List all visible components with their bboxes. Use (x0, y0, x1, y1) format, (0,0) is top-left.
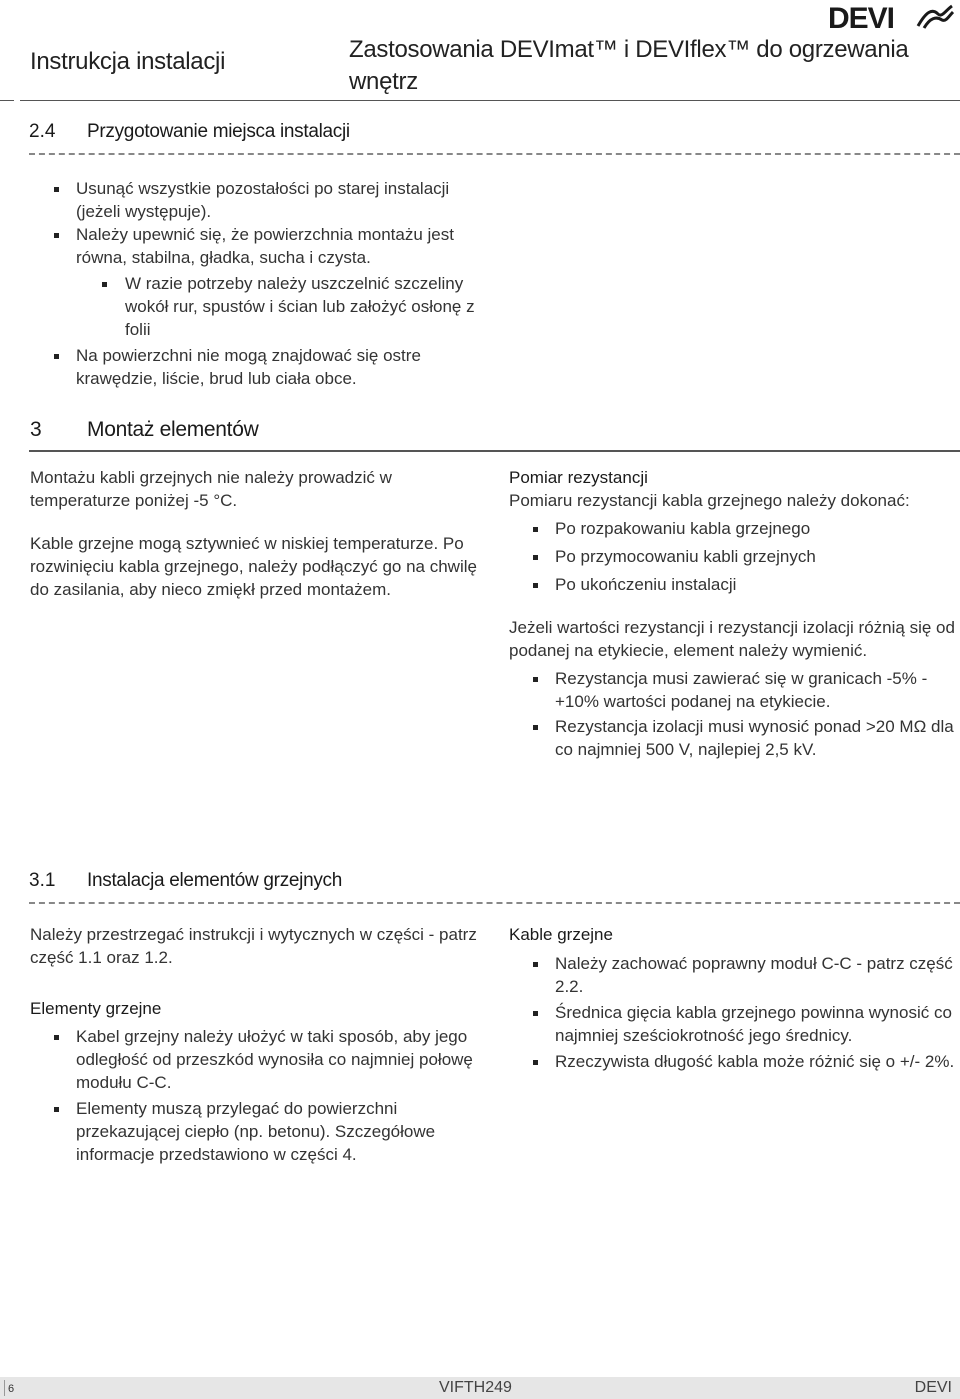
footer-tick (4, 1380, 5, 1396)
list-item: Po rozpakowaniu kabla grzejnego (509, 517, 960, 540)
section-number: 2.4 (29, 121, 56, 142)
bullet-square-icon (54, 187, 59, 192)
bullet-square-icon (533, 677, 538, 682)
subheading: Pomiar rezystancji (509, 468, 648, 487)
bullet-square-icon (54, 1035, 59, 1040)
subheading: Elementy grzejne (30, 999, 162, 1018)
header-divider-tick (0, 100, 14, 101)
list-item: Rezystancja izolacji musi wynosić ponad >20 MΩ dla co najmniej 500 V, najlepiej 2,5 kV. (509, 715, 960, 761)
bullet-square-icon (533, 725, 538, 730)
section-3-1-right-column (509, 923, 960, 1073)
section-title: Instalacja elementów grzejnych (87, 870, 343, 891)
bullet-square-icon (54, 354, 59, 359)
section-3-left-column (30, 466, 485, 601)
header-divider (20, 100, 960, 101)
bullet-square-icon (533, 1011, 538, 1016)
list-item: Należy zachować poprawny moduł C-C - patrz część 2.2. (509, 952, 960, 998)
section-2-4-list (30, 177, 480, 390)
list-item: Usunąć wszystkie pozostałości po starej instalacji (jeżeli występuje). (30, 177, 480, 223)
bullet-square-icon (54, 233, 59, 238)
bullet-square-icon (533, 527, 538, 532)
section-divider-dashed (29, 902, 960, 904)
section-3-right-column (509, 466, 960, 761)
bullet-square-icon (54, 1107, 59, 1112)
logo-swirl-icon (916, 4, 954, 30)
list-item: Należy upewnić się, że powierzchnia montażu jest równa, stabilna, gładka, sucha i czysta. (30, 223, 480, 269)
document-subtitle: Zastosowania DEVImat™ i DEVIflex™ do ogrzewania wnętrz (349, 36, 909, 95)
section-title: Montaż elementów (87, 418, 259, 441)
page-number: 6 (8, 1383, 15, 1395)
paragraph: Kable grzejne mogą sztywnieć w niskiej temperaturze. Po rozwinięciu kabla grzejnego, należy podłączyć go na chwilę do zasilania, aby nieco zmiękł przed montażem. (30, 534, 477, 599)
paragraph: Należy przestrzegać instrukcji i wytycznych w części - patrz część 1.1 oraz 1.2. (30, 925, 477, 967)
section-number: 3 (30, 418, 42, 441)
section-3-1-left-column (30, 923, 485, 1166)
bullet-square-icon (533, 1060, 538, 1065)
footer-brand: DEVI (914, 1379, 952, 1396)
section-title: Przygotowanie miejsca instalacji (87, 121, 350, 142)
document-code: VIFTH249 (439, 1379, 512, 1396)
paragraph: Pomiaru rezystancji kabla grzejnego należy dokonać: (509, 491, 910, 510)
paragraph: Montażu kabli grzejnych nie należy prowadzić w temperaturze poniżej -5 °C. (30, 468, 392, 510)
bullet-square-icon (533, 583, 538, 588)
paragraph: Jeżeli wartości rezystancji i rezystancji izolacji różnią się od podanej na etykiecie, element należy wymienić. (509, 618, 955, 660)
list-item: Na powierzchni nie mogą znajdować się ostre krawędzie, liście, brud lub ciała obce. (30, 344, 480, 390)
subheading: Kable grzejne (509, 925, 613, 944)
document-title: Instrukcja instalacji (30, 48, 226, 75)
list-item: Rzeczywista długość kabla może różnić się o +/- 2%. (509, 1050, 960, 1073)
list-item: Po przymocowaniu kabli grzejnych (509, 545, 960, 568)
section-divider (29, 450, 960, 452)
list-item: Kabel grzejny należy ułożyć w taki sposób, aby jego odległość od przeszkód wynosiła co najmniej połowę modułu C-C. (30, 1025, 485, 1094)
section-divider-dashed (29, 153, 960, 155)
list-item: Średnica gięcia kabla grzejnego powinna wynosić co najmniej sześciokrotność jego średnicy. (509, 1001, 960, 1047)
logo-wordmark: DEVI (828, 2, 895, 35)
bullet-square-icon (533, 962, 538, 967)
list-item: Rezystancja musi zawierać się w granicach -5% - +10% wartości podanej na etykiecie. (509, 667, 960, 713)
bullet-square-icon (533, 555, 538, 560)
devi-logo (828, 2, 954, 36)
sub-list-item: W razie potrzeby należy uszczelnić szczeliny wokół rur, spustów i ścian lub założyć osłonę z folii (30, 272, 480, 341)
list-item: Elementy muszą przylegać do powierzchni przekazującej ciepło (np. betonu). Szczegółowe informacje przedstawiono w części 4. (30, 1097, 485, 1166)
section-number: 3.1 (29, 870, 56, 891)
list-item: Po ukończeniu instalacji (509, 573, 960, 596)
bullet-square-icon (102, 282, 107, 287)
